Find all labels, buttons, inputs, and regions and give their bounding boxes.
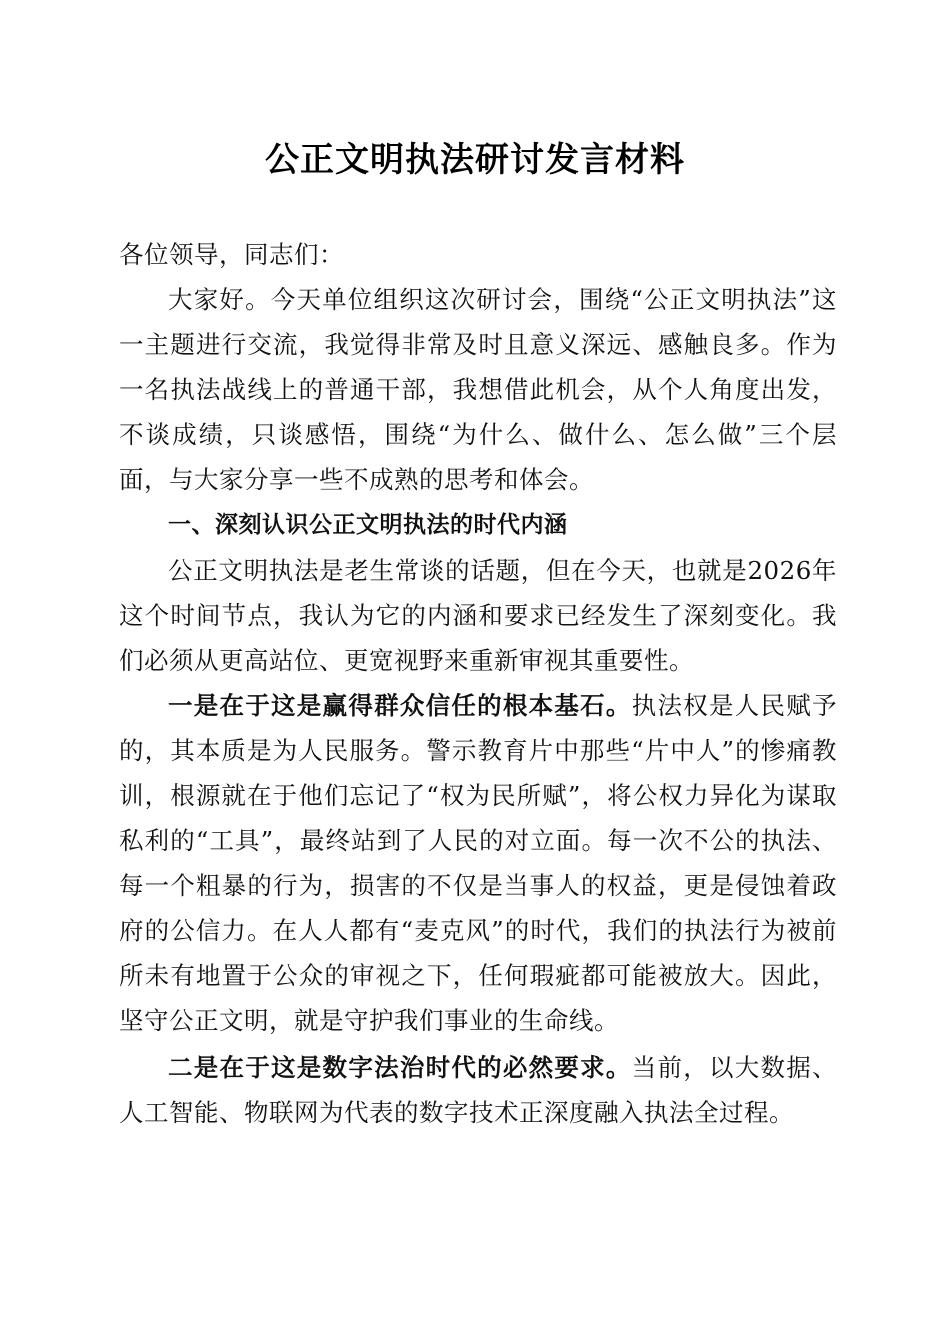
- section-1-intro-paragraph: 公正文明执法是老生常谈的话题，但在今天，也就是2026年这个时间节点，我认为它的内涵和要求已经发生了深刻变化。我们必须从更高站位、更宽视野来重新审视其重要性。: [119, 556, 837, 675]
- point-2-lead: 二是在于这是数字法治时代的必然要求。: [168, 1053, 632, 1082]
- intro-paragraph: 大家好。今天单位组织这次研讨会，围绕“公正文明执法”这一主题进行交流，我觉得非常及时且意义深远、感触良多。作为一名执法战线上的普通干部，我想借此机会，从个人角度出发，不谈成绩，只谈感悟，围绕“为什么、做什么、怎么做”三个层面，与大家分享一些不成熟的思考和体会。: [119, 285, 837, 494]
- document-body: [119, 232, 837, 1135]
- document-title: 公正文明执法研讨发言材料: [265, 140, 685, 180]
- point-1-paragraph: [119, 683, 837, 1043]
- point-2-paragraph: [119, 1045, 837, 1135]
- salutation: 各位领导，同志们：: [119, 240, 344, 269]
- point-1-body: 执法权是人民赋予的，其本质是为人民服务。警示教育片中那些“片中人”的惨痛教训，根源就在于他们忘记了“权为民所赋”，将公权力异化为谋取私利的“工具”，最终站到了人民的对立面。每一次不公的执法、每一个粗暴的行为，损害的不仅是当事人的权益，更是侵蚀着政府的公信力。在人人都有“麦克风”的时代，我们的执法行为被前所未有地置于公众的审视之下，任何瑕疵都可能被放大。因此，坚守公正文明，就是守护我们事业的生命线。: [119, 691, 838, 1035]
- point-1-lead: 一是在于这是赢得群众信任的根本基石。: [168, 691, 632, 720]
- section-heading-1: 一、深刻认识公正文明执法的时代内涵: [168, 512, 568, 538]
- point-2-body: 当前，以大数据、人工智能、物联网为代表的数字技术正深度融入执法全过程。: [119, 1053, 838, 1127]
